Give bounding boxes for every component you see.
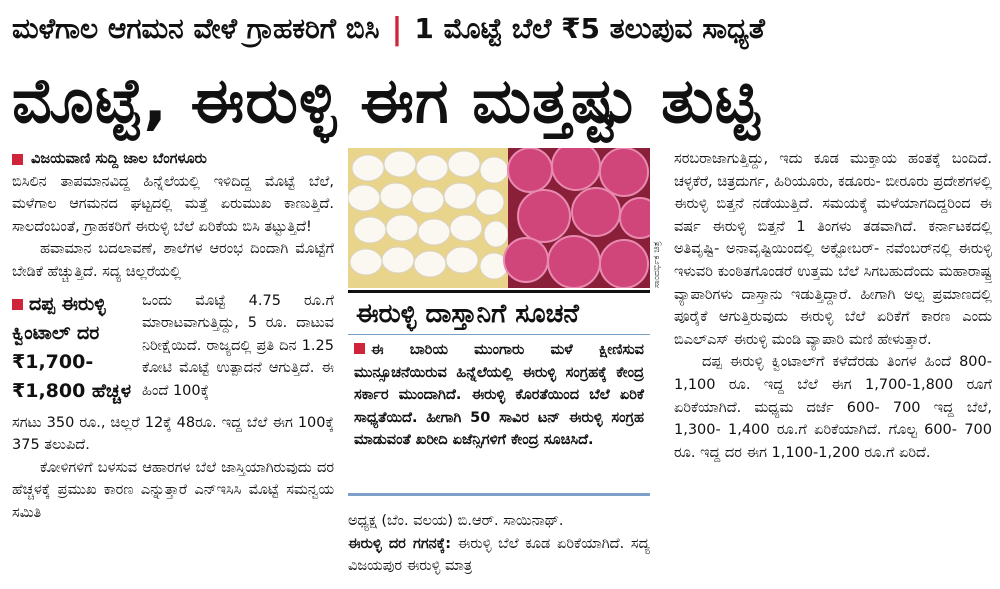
paragraph: ಸರಬರಾಜಾಗುತ್ತಿದ್ದು, ಇದು ಕೂಡ ಮುಕ್ತಾಯ ಹಂತಕ್ಕೆ ಬಂದಿದೆ. ಚಳ್ಳಕೆರೆ, ಚಿತ್ರದುರ್ಗ, ಹಿರಿಯೂರು, ಕಡೂರು- ಬೀರೂರು ಪ್ರದೇಶಗಳಲ್ಲಿ ಈರುಳ್ಳಿ ಬಿತ್ತನೆ ನಡೆಯುತ್ತಿದೆ. ಸಮಯಕ್ಕೆ ಮಳೆಯಾಗದಿದ್ದರಿಂದ ಈ ವರ್ಷ ಈರುಳ್ಳಿ ಬಿತ್ತನೆ 1 ತಿಂಗಳು ತಡವಾಗಿದೆ. ಕರ್ನಾಟಕದಲ್ಲಿ ಅತಿವೃಷ್ಟಿ- ಅನಾವೃಷ್ಟಿಯಿಂದಲ್ಲಿ ಅಕ್ಟೋಬರ್- ನವೆಂಬರ್‌ನಲ್ಲಿ ಈರುಳ್ಳಿ ಇಳುವರಿ ಕುಂಠಿತಗೊಂಡರೆ ಉತ್ತಮ ಬೆಲೆ ಸಿಗಬಹುದೆಂದು ಮಹಾರಾಷ್ಟ್ರ ವ್ಯಾಪಾರಿಗಳು ದಾಸ್ತಾನು ಇಡುತ್ತಿದ್ದಾರೆ. ಹೀಗಾಗಿ ಅಲ್ಪ ಪ್ರಮಾಣದಲ್ಲಿ ಪೂರೈಕೆ ಆಗುತ್ತಿರುವುದು ಈರುಳ್ಳಿ ಬೆಲೆ ಏರಿಕೆಗೆ ಕಾರಣ ಎಂದು ಬಿಎಲ್‌ಎಸ್ ಈರುಳ್ಳಿ ಮಂಡಿ ವ್ಯಾಪಾರಿ ಮಣಿ ಹೇಳುತ್ತಾರೆ. xyxy=(674,151,992,348)
headline: ಮೊಟ್ಟೆ, ಈರುಳ್ಳಿ ಈಗ ಮತ್ತಷ್ಟು ತುಟ್ಟಿ xyxy=(12,64,761,137)
photo-credit: ಸಾಂದರ್ಭಿಕ ಚಿತ್ರ xyxy=(652,241,662,288)
paragraph: ದಪ್ಪ ಈರುಳ್ಳಿ ಕ್ವಿಂಟಾಲ್‌ಗೆ ಕಳೆದೆರಡು ತಿಂಗಳ ಹಿಂದೆ 800- 1,100 ರೂ. ಇದ್ದ ಬೆಲೆ ಈಗ 1,700-1,800 ರೂಗೆ ಏರಿಕೆಯಾಗಿದೆ. ಮಧ್ಯಮ ದರ್ಜೆ 600- 700 ಇದ್ದ ಬೆಲೆ, 1,300- 1,400 ರೂ.ಗೆ ಏರಿಕೆಯಾಗಿದೆ. ಗೊಲ್ಟ 600- 700 ರೂ. ಇದ್ದ ದರ ಈಗ 1,100-1,200 ರೂ.ಗೆ ಏರಿದೆ. xyxy=(674,354,992,461)
box-body xyxy=(348,335,650,456)
kicker-separator: | xyxy=(391,11,403,47)
column-left xyxy=(12,148,334,588)
paragraph: ಒಂದು ಮೊಟ್ಟೆ 4.75 ರೂ.ಗೆ ಮಾರಾಟವಾಗುತ್ತಿದ್ದು, 5 ರೂ. ದಾಟುವ ನಿರೀಕ್ಷೆಯಿದೆ. ರಾಜ್ಯದಲ್ಲಿ ಪ್ರತಿ ದಿನ 1.25 ಕೋಟಿ ಮೊಟ್ಟೆ ಉತ್ಪಾದನೆ ಆಗುತ್ತಿದೆ. ಈ ಹಿಂದೆ 100ಕ್ಕೆ xyxy=(142,292,334,399)
box-title: ಈರುಳ್ಳಿ ದಾಸ್ತಾನಿಗೆ ಸೂಚನೆ xyxy=(348,293,650,335)
bullet-square-icon xyxy=(12,299,23,310)
paragraph: ಈರುಳ್ಳಿ ಬೆಲೆ ಕೂಡ ಏರಿಕೆಯಾಗಿದೆ. ಸದ್ಯ ವಿಜಯಪುರ ಈರುಳ್ಳಿ ಮಾತ್ರ xyxy=(348,535,650,575)
byline xyxy=(12,148,334,171)
paragraph: ಬಿಸಿಲಿನ ತಾಪಮಾನವಿದ್ದ ಹಿನ್ನೆಲೆಯಲ್ಲಿ ಇಳಿದಿದ್ದ ಮೊಟ್ಟೆ ಬೆಲೆ, ಮಳೆಗಾಲ ಆಗಮನದ ಘಟ್ಟದಲ್ಲಿ ಮತ್ತೆ ಏರುಮುಖ ಕಾಣುತ್ತಿದೆ. ಸಾಲದೆಂಬಂತೆ, ಗ್ರಾಹಕರಿಗೆ ಈರುಳ್ಳಿ ಬೆಲೆ ಏರಿಕೆಯ ಬಿಸಿ ತಟ್ಟುತ್ತಿದೆ! xyxy=(12,173,334,235)
callout-wrap xyxy=(12,290,334,406)
byline-text: ವಿಜಯವಾಣಿ ಸುದ್ದಿ ಜಾಲ ಬೆಂಗಳೂರು xyxy=(31,151,207,167)
kicker xyxy=(12,4,988,54)
column-right xyxy=(674,148,992,588)
onion-storage-box xyxy=(348,290,650,496)
paragraph: ಸಗಟು 350 ರೂ., ಚಿಲ್ಲರೆ 12ಕ್ಕೆ 48ರೂ. ಇದ್ದ ಬೆಲೆ ಈಗ 100ಕ್ಕೆ 375 ತಲುಪಿದೆ. xyxy=(12,414,334,454)
kicker-right: 1 ಮೊಟ್ಟೆ ಬೆಲೆ ₹5 ತಲುಪುವ ಸಾಧ್ಯತೆ xyxy=(414,12,765,45)
box-body-text: ಈ ಬಾರಿಯ ಮುಂಗಾರು ಮಳೆ ಕ್ಷೀಣಿಸುವ ಮುನ್ಸೂಚನೆಯಿರುವ ಹಿನ್ನೆಲೆಯಲ್ಲಿ ಈರುಳ್ಳಿ ಸಂಗ್ರಹಕ್ಕೆ ಕೇಂದ್ರ ಸರ್ಕಾರ ಮುಂದಾಗಿದೆ. ಈರುಳ್ಳಿ ಕೊರತೆಯಿಂದ ಬೆಲೆ ಏರಿಕೆ ಸಾಧ್ಯತೆಯಿದೆ. ಹೀಗಾಗಿ 50 ಸಾವಿರ ಟನ್ ಈರುಳ್ಳಿ ಸಂಗ್ರಹ ಮಾಡುವಂತೆ ಖರೀದಿ ಏಜೆನ್ಸಿಗಳಿಗೆ ಕೇಂದ್ರ ಸೂಚಿಸಿದೆ. xyxy=(354,342,644,448)
paragraph: ಕೋಳಿಗಳಿಗೆ ಬಳಸುವ ಆಹಾರಗಳ ಬೆಲೆ ಜಾಸ್ತಿಯಾಗಿರುವುದು ದರ ಹೆಚ್ಚಳಕ್ಕೆ ಪ್ರಮುಖ ಕಾರಣ ಎನ್ನುತ್ತಾರೆ ಎನ್‌ಇಸಿಸಿ ಮೊಟ್ಟೆ ಸಮನ್ವಯ ಸಮಿತಿ xyxy=(12,459,334,521)
callout-text: ದಪ್ಪ ಈರುಳ್ಳಿ ಕ್ವಿಂಟಾಲ್ ದರ ₹1,700- ₹1,800 ಹೆಚ್ಚಳ xyxy=(12,292,132,402)
eggs-onions-illustration xyxy=(348,148,650,288)
callout xyxy=(12,290,142,406)
paragraph: ಅಧ್ಯಕ್ಷ (ಬೆಂ. ವಲಯ) ಬಿ.ಆರ್. ಸಾಯಿನಾಥ್. xyxy=(348,513,564,529)
kicker-left: ಮಳೆಗಾಲ ಆಗಮನ ವೇಳೆ ಗ್ರಾಹಕರಿಗೆ ಬಿಸಿ xyxy=(12,12,380,45)
bullet-square-icon xyxy=(354,343,365,354)
subhead: ಈರುಳ್ಳಿ ದರ ಗಗನಕ್ಕೆ: xyxy=(348,535,452,552)
column-middle-bottom xyxy=(348,510,650,578)
bullet-square-icon xyxy=(12,154,23,165)
eggs-onions-photo xyxy=(348,148,650,288)
paragraph: ಹವಾಮಾನ ಬದಲಾವಣೆ, ಶಾಲೆಗಳ ಆರಂಭ ದಿಂದಾಗಿ ಮೊಟ್ಟೆಗೆ ಬೇಡಿಕೆ ಹೆಚ್ಚುತ್ತಿದೆ. ಸದ್ಯ ಚಿಲ್ಲರೆಯಲ್ಲಿ xyxy=(12,241,334,280)
